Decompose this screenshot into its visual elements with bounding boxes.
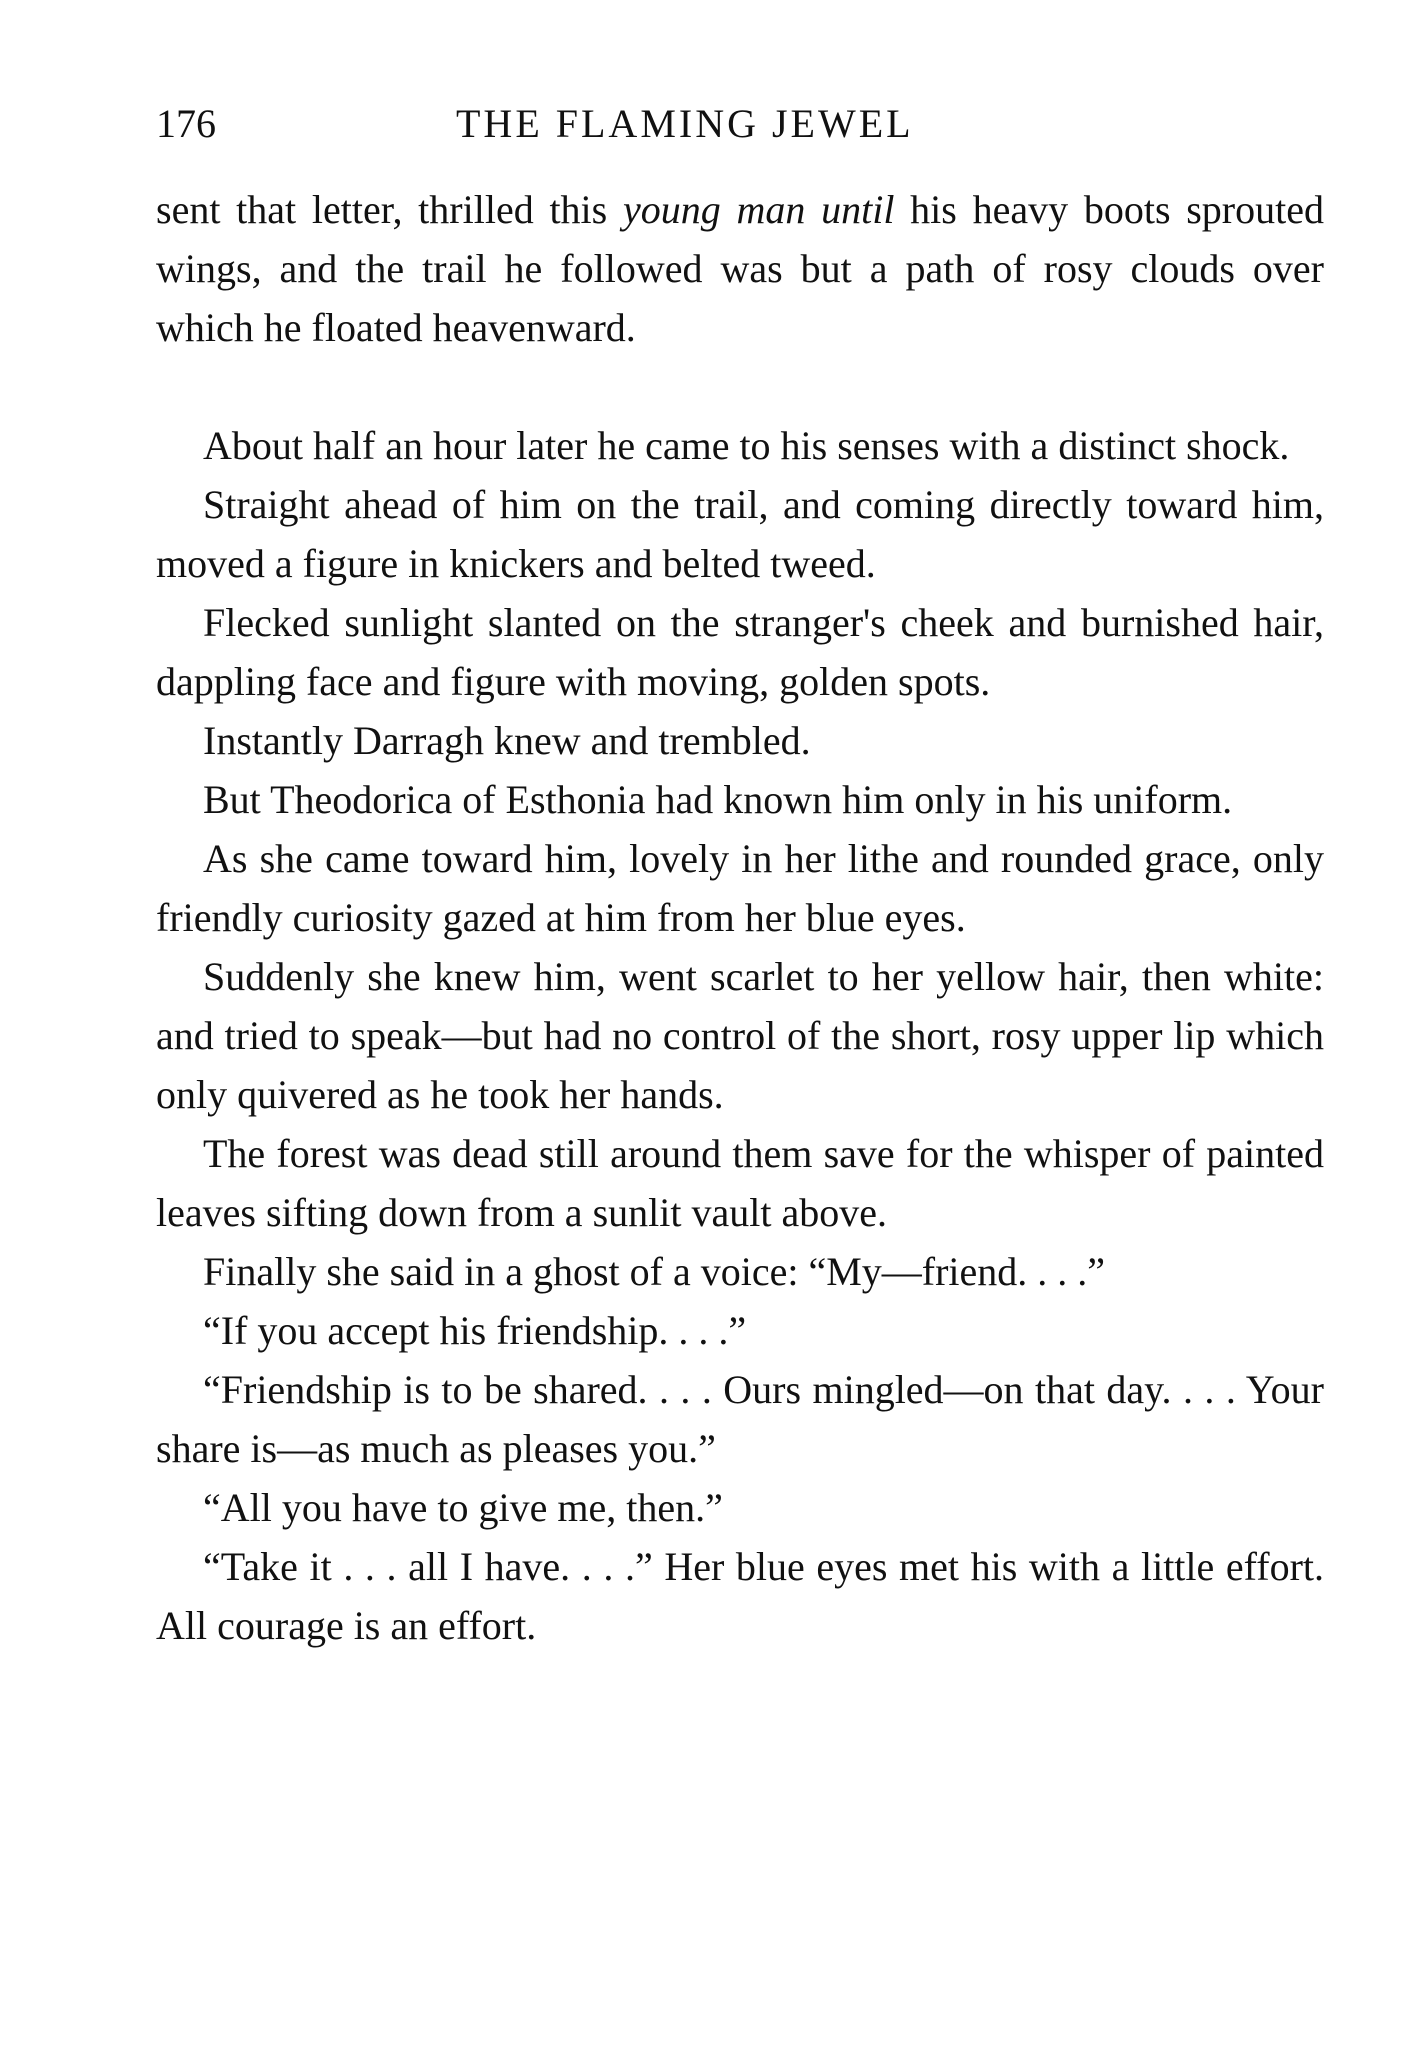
running-head [156, 96, 1324, 152]
paragraph-continued-text: sent that letter, thrilled this [156, 187, 623, 232]
book-title: THE FLAMING JEWEL [456, 101, 914, 146]
paragraph: About half an hour later he came to his senses with a distinct shock. [203, 423, 1290, 468]
paragraph: “Take it . . . all I have. . . .” Her blue eyes met his with a little effort. All courage is an effort. [156, 1544, 1324, 1648]
paragraph: Instantly Darragh knew and trembled. [203, 718, 811, 763]
paragraph: “Friendship is to be shared. . . . Ours mingled—on that day. . . . Your share is—as much as pleases you.” [156, 1367, 1324, 1471]
paragraph: “All you have to give me, then.” [203, 1485, 723, 1530]
paragraph: “If you accept his friendship. . . .” [203, 1308, 747, 1353]
paragraph: Flecked sunlight slanted on the stranger's cheek and burnished hair, dappling face and figure with moving, golden spots. [156, 600, 1324, 704]
paragraph: Suddenly she knew him, went scarlet to her yellow hair, then white: and tried to speak—but had no control of the short, rosy upper lip which only quivered as he took her hands. [156, 954, 1324, 1117]
paragraph: The forest was dead still around them save for the whisper of painted leaves sifting down from a sunlit vault above. [156, 1131, 1324, 1235]
paragraph: As she came toward him, lovely in her lithe and rounded grace, only friendly curiosity gazed at him from her blue eyes. [156, 836, 1324, 940]
body-text [156, 180, 1324, 1655]
paragraph-continued-text-end: his heavy boots sprouted wings, and the trail he followed was but a path of rosy clouds over which he floated heavenward. [156, 187, 1324, 350]
page-number: 176 [156, 101, 216, 146]
paragraph: But Theodorica of Esthonia had known him only in his uniform. [203, 777, 1233, 822]
italic-phrase: young man until [622, 187, 895, 232]
paragraph: Finally she said in a ghost of a voice: “My—friend. . . .” [203, 1249, 1106, 1294]
paragraph-continued [156, 180, 1324, 357]
paragraph: Straight ahead of him on the trail, and coming directly toward him, moved a figure in knickers and belted tweed. [156, 482, 1324, 586]
